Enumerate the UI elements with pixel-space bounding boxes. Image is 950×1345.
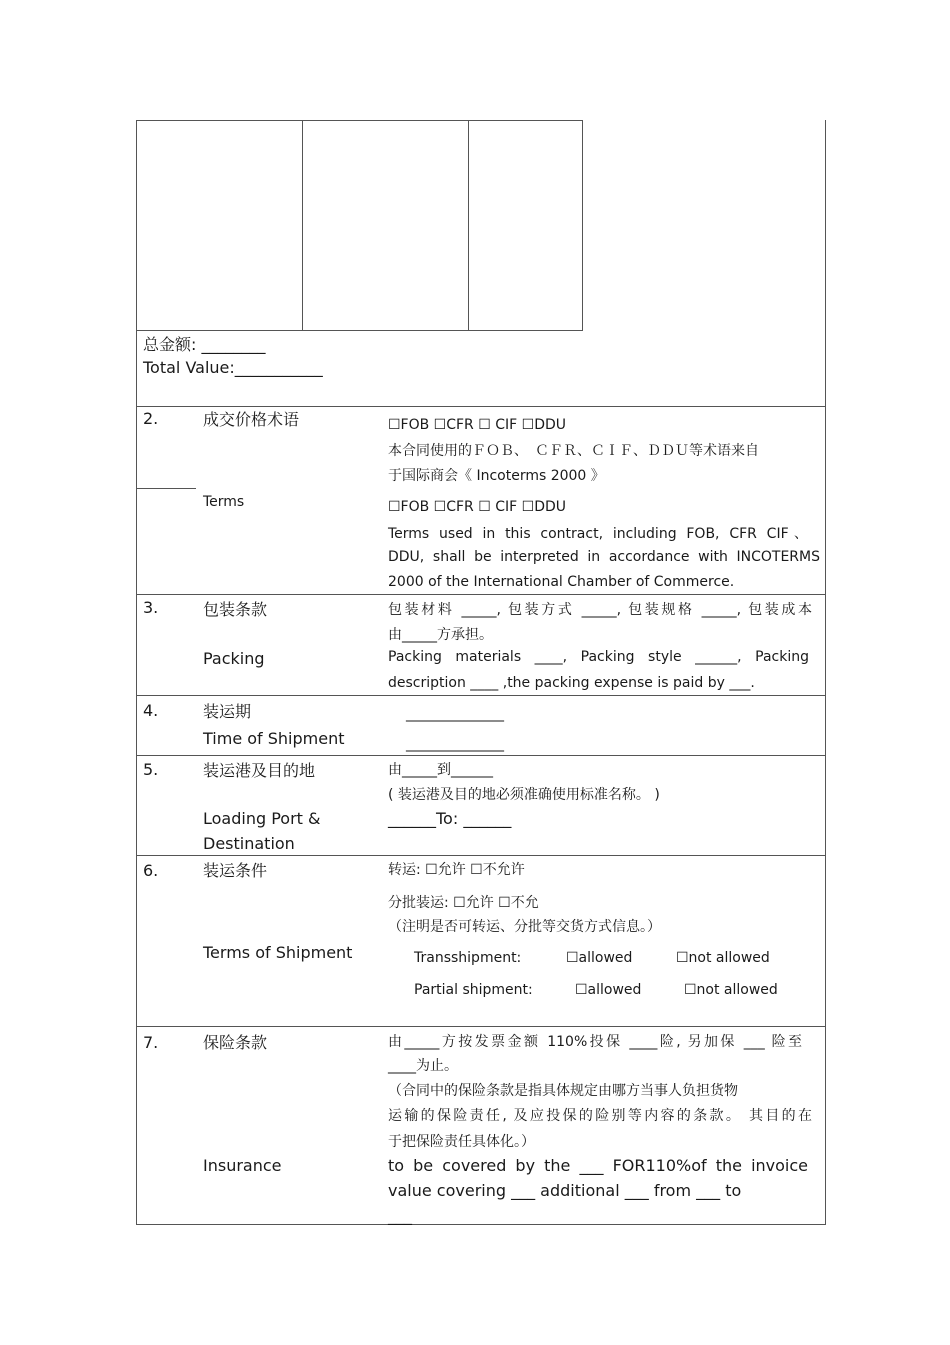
packing-cn: 由_____方承担。 xyxy=(388,627,493,643)
section-number: 2. xyxy=(143,409,159,428)
shipment-time-blank[interactable]: ______________ xyxy=(406,736,504,752)
section-title-cn: 装运条件 xyxy=(203,861,268,880)
port-cn: 由_____到______ xyxy=(388,762,493,778)
row-divider-4 xyxy=(136,695,826,696)
price-term-note-en: 2000 of the International Chamber of Commerce. xyxy=(388,574,735,590)
row-divider-6 xyxy=(136,855,826,856)
partial-allowed-checkbox[interactable]: ☐allowed xyxy=(575,982,642,998)
section-title-en: Time of Shipment xyxy=(203,729,345,748)
transshipment-cn: 转运: ☐允许 ☐不允许 xyxy=(388,862,525,878)
packing-en: description ____ ,the packing expense is paid by ___. xyxy=(388,675,755,691)
total-value-cn: 总金额: ________ xyxy=(143,335,266,354)
section-title-cn: 装运期 xyxy=(203,702,252,721)
product-grid-col3 xyxy=(582,120,583,331)
price-term-note-en: Terms used in this contract, including FOB, CFR CIF、 xyxy=(388,526,808,542)
total-value-en: Total Value:___________ xyxy=(143,358,323,377)
section-title-cn: 保险条款 xyxy=(203,1033,268,1052)
table-left-border xyxy=(136,120,137,1225)
table-bottom-border xyxy=(136,1224,826,1225)
section-number: 3. xyxy=(143,598,159,617)
section-number: 4. xyxy=(143,701,159,720)
terms-short-rule xyxy=(136,488,196,489)
insurance-en: to be covered by the ___ FOR110%of the invoice xyxy=(388,1156,808,1175)
port-note: ( 装运港及目的地必须准确使用标准名称。 ) xyxy=(388,787,660,803)
insurance-en: ___ xyxy=(388,1206,412,1225)
partial-shipment-label: Partial shipment: xyxy=(414,982,533,998)
row-divider-7 xyxy=(136,1026,826,1027)
section-number: 6. xyxy=(143,861,159,880)
product-grid-col1 xyxy=(302,120,303,331)
price-term-options-cn: ☐FOB ☐CFR ☐ CIF ☐DDU xyxy=(388,417,567,433)
table-right-border xyxy=(825,120,826,1225)
port-en: ______To: ______ xyxy=(388,809,512,828)
price-term-note-en: DDU, shall be interpreted in accordance with INCOTERMS xyxy=(388,549,820,565)
section-title-en: Destination xyxy=(203,834,295,853)
section-title-en: Loading Port & xyxy=(203,809,321,828)
shipment-time-blank[interactable]: ______________ xyxy=(406,706,504,722)
transshipment-label: Transshipment: xyxy=(414,950,522,966)
insurance-note: 运输的保险责任, 及应投保的险别等内容的条款。 其目的在 xyxy=(388,1108,812,1124)
section-title-cn: 成交价格术语 xyxy=(203,410,300,429)
row-divider-5 xyxy=(136,755,826,756)
section-number: 7. xyxy=(143,1033,159,1052)
section-title-cn: 装运港及目的地 xyxy=(203,761,316,780)
section-title-en: Insurance xyxy=(203,1156,282,1175)
section-title-cn: 包装条款 xyxy=(203,600,268,619)
product-grid-bottom xyxy=(136,330,583,331)
shipment-note: （注明是否可转运、分批等交货方式信息。） xyxy=(388,919,661,935)
section-title-en: Terms xyxy=(203,494,245,510)
price-term-options-en: ☐FOB ☐CFR ☐ CIF ☐DDU xyxy=(388,499,567,515)
packing-cn: 包装材料 _____, 包装方式 _____, 包装规格 _____, 包装成本 xyxy=(388,602,812,618)
section-title-en: Packing xyxy=(203,649,265,668)
partial-not-allowed-checkbox[interactable]: ☐not allowed xyxy=(684,982,778,998)
packing-en: Packing materials ____, Packing style ______, Packing xyxy=(388,649,809,665)
transshipment-allowed-checkbox[interactable]: ☐allowed xyxy=(566,950,633,966)
partial-shipment-cn: 分批装运: ☐允许 ☐不允 xyxy=(388,895,539,911)
insurance-en: value covering ___ additional ___ from ___ to xyxy=(388,1181,742,1200)
insurance-note: 于把保险责任具体化。） xyxy=(388,1134,535,1150)
price-term-note-cn: 本合同使用的ＦＯＢ、 ＣＦＲ、ＣＩＦ、ＤＤＵ等术语来自 xyxy=(388,443,759,459)
product-grid-top xyxy=(136,120,583,121)
insurance-cn: ____为止。 xyxy=(388,1058,458,1074)
section-title-en: Terms of Shipment xyxy=(203,943,353,962)
section-number: 5. xyxy=(143,760,159,779)
price-term-note-cn: 于国际商会《 Incoterms 2000 》 xyxy=(388,468,605,484)
product-grid-col2 xyxy=(468,120,469,331)
row-divider-3 xyxy=(136,594,826,595)
insurance-cn: 由_____方按发票金额 110%投保 ____险, 另加保 ___ 险至 xyxy=(388,1034,802,1050)
transshipment-not-allowed-checkbox[interactable]: ☐not allowed xyxy=(676,950,770,966)
insurance-note: （合同中的保险条款是指具体规定由哪方当事人负担货物 xyxy=(388,1083,738,1099)
